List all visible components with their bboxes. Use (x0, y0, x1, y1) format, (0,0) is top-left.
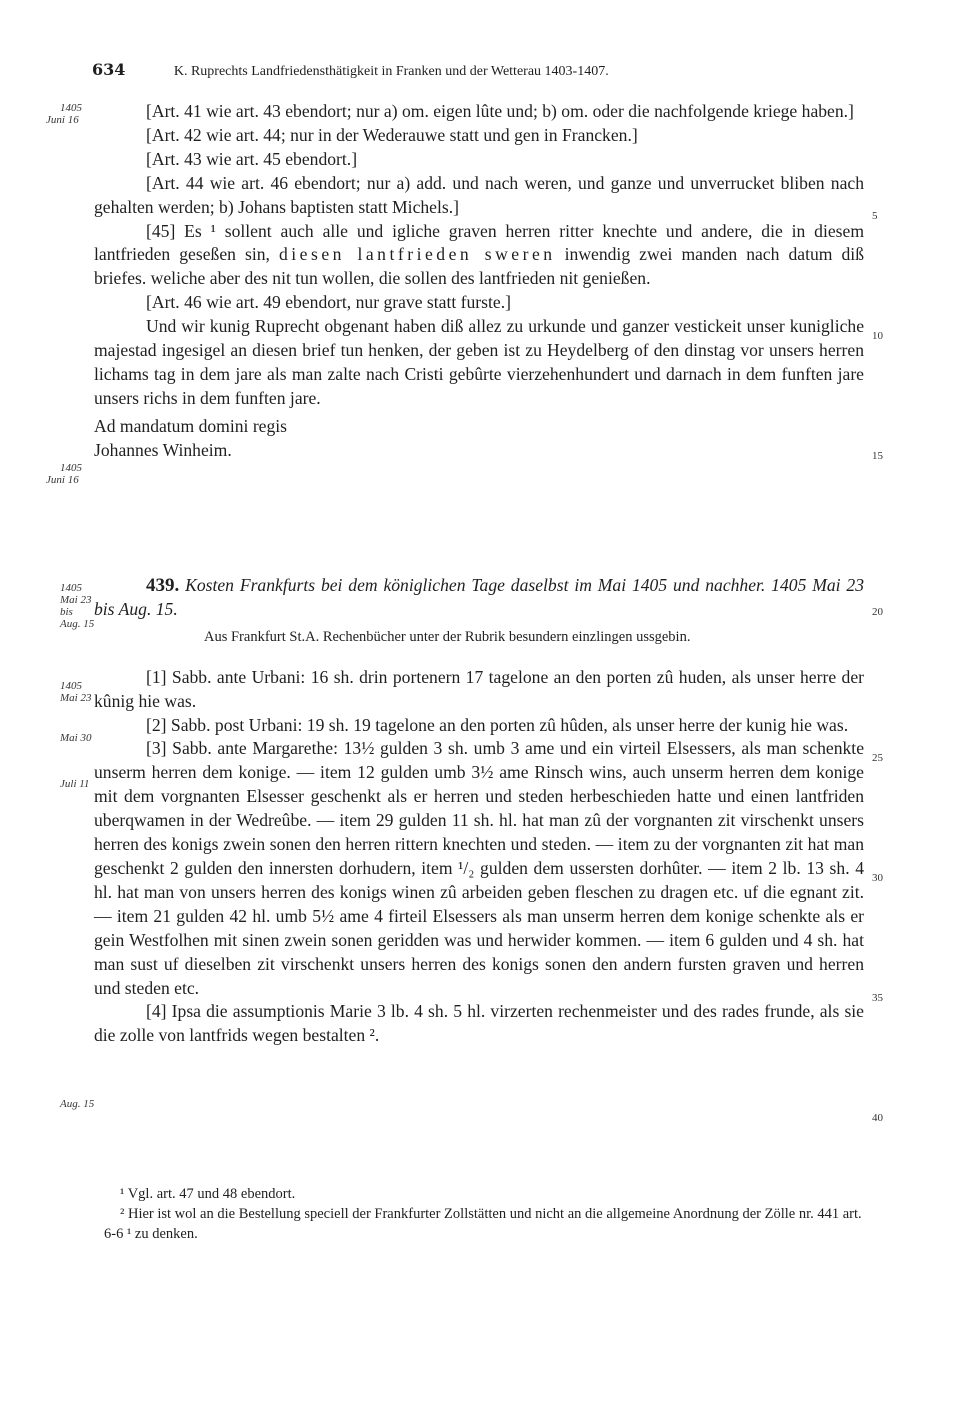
signature-line: Ad mandatum domini regis (94, 415, 288, 436)
line-number: 10 (872, 330, 883, 342)
margin-year: 1405 (60, 102, 82, 114)
margin-day: Aug. 15 (60, 618, 95, 630)
section-heading (94, 574, 864, 622)
page-number: 634 (92, 60, 126, 79)
line-number: 25 (872, 752, 883, 764)
line-number: 20 (872, 606, 883, 618)
section-title: Kosten Frankfurts bei dem königlichen Tage daselbst im Mai 1405 und nachher. 1405 Mai 23 bis Aug. 15. (94, 575, 864, 619)
line-number: 30 (872, 872, 883, 884)
margin-date-2 (46, 462, 82, 486)
margin-day: Mai 23 (60, 692, 92, 704)
signature-name: Johannes Winheim. (94, 439, 232, 460)
footnotes (104, 1184, 874, 1244)
article-paragraph: [Art. 42 wie art. 44; nur in der Wederauwe statt und gen in Francken.] (146, 124, 638, 145)
margin-year: 1405 (60, 462, 82, 474)
document-text-upper (94, 100, 864, 463)
margin-bis: bis (60, 606, 73, 618)
entry-paragraph: [2] Sabb. post Urbani: 19 sh. 19 tagelone an den porten zû hûden, als unser herre der kunig hie was. (146, 714, 849, 735)
margin-date-7: Aug. 15 (60, 1098, 95, 1110)
margin-date-6: Juli 11 (60, 778, 90, 790)
document-text-lower (94, 574, 864, 1048)
article-paragraph: [Art. 43 wie art. 45 ebendort.] (146, 148, 358, 169)
footnote: ¹ Vgl. art. 47 und 48 ebendort. (120, 1186, 296, 1202)
footnote: ² Hier ist wol an die Bestellung speciell der Frankfurter Zollstätten und nicht an die allgemeine Anordnung der Zölle nr. 441 art. 6-6 ¹ zu denken. (104, 1206, 862, 1242)
source-line: Aus Frankfurt St.A. Rechenbücher unter der Rubrik besundern einzlingen ussgebin. (204, 628, 691, 645)
article-paragraph: [Art. 46 wie art. 49 ebendort, nur grave statt furste.] (146, 292, 511, 313)
entry-paragraph: [1] Sabb. ante Urbani: 16 sh. drin portenern 17 tagelone an den porten zû huden, als unser herre der kûnig hie was. (94, 666, 864, 711)
section-number: 439. (146, 575, 180, 596)
text-run: inwendig zwei manden nach datum diß briefes. weliche aber des nit tun wollen, die sollen des lantfrieden nit genießen. (94, 244, 864, 289)
line-number: 15 (872, 450, 883, 462)
article-paragraph: [Art. 41 wie art. 43 ebendort; nur a) om. eigen lûte und; b) om. oder die nachfolgende kriege haben.] (146, 101, 854, 121)
margin-date-5: Mai 30 (60, 732, 92, 744)
line-number: 40 (872, 1112, 883, 1124)
closing-paragraph: Und wir kunig Ruprecht obgenant haben diß allez zu urkunde und ganzer vestickeit unser kunigliche majestad ingesigel an diesen brief tun henken, der geben ist zu Heydelberg of den dinstag vor unsers herren lichams tag in dem jare als man zalte nach Cristi gebûrte vierzehenhundert und darnach in dem funften jare unsers richs in dem funften jare. (94, 316, 864, 408)
spaced-text: diesen lantfrieden sweren (278, 244, 556, 265)
article-paragraph: [Art. 44 wie art. 46 ebendort; nur a) add. und nach weren, und ganze und unverrucket bliben nach gehalten werden; b) Johans baptisten statt Michels.] (94, 172, 864, 217)
margin-year: 1405 (60, 582, 82, 594)
line-number: 5 (872, 210, 878, 222)
entry-paragraph: [4] Ipsa die assumptionis Marie 3 lb. 4 sh. 5 hl. virzerten rechenmeister und des rades frunde, als sie die zolle von lantfrids wegen bestalten ². (94, 1001, 864, 1046)
margin-date-3 (60, 582, 94, 630)
article-paragraph (94, 220, 864, 292)
margin-day: Juni 16 (46, 114, 79, 126)
margin-date-4 (60, 680, 91, 704)
margin-day: Mai 23 (60, 594, 92, 606)
margin-date-1 (46, 102, 82, 126)
text-run: [45] Es ¹ sollent auch alle und igliche graven herren ritter knechte und andere, die in diesem lantfrieden geseßen sin, (94, 220, 864, 265)
line-number: 35 (872, 992, 883, 1004)
entry-paragraph: [3] Sabb. ante Margarethe: 13½ gulden 3 sh. umb 3 ame und ein virteil Elsessers, als man schenkte unserm herren dem konige. — item 12 gulden umb 3½ ame Rinsch wins, auch unserm herren dem konige mit dem vorgnanten Elsesser geschenkt als er herren und steden herbeschieden hatte und einen lantfriden uberqwamen in der Wedreûbe. — item 29 gulden 11 sh. hl. hat man zû der vorgnanten zit virschenkt unsers herren des konigs zwein sonen den herren rittern knechten und steden. — item zu der vorgnanten zit hat man geschenkt 2 gulden den innersten dorhudern, item ¹/₂ gulden dem ussersten dorhûter. — item 2 lb. 13 sh. 4 hl. hat man von unsers herren des konigs winen zû arbeiden geben fleschen zu dragen etc. uf die egnant zit. — item 21 gulden 42 hl. umb 5½ ame 4 firteil Elsessers als man unserm herren dem konige schenkte als er gein Westfolhen mit sinen zwein sonen geridden was und herwider kommen. — item 6 gulden und 4 sh. hat man sust uf dieselben zit virschenkt unsers herren des konigs sonen den andern fursten graven und herren und steden etc. (94, 738, 864, 998)
running-title: K. Ruprechts Landfriedensthätigkeit in Franken und der Wetterau 1403-1407. (173, 64, 609, 79)
page-header (92, 60, 872, 80)
margin-day: Juni 16 (46, 474, 79, 486)
margin-year: 1405 (60, 680, 82, 692)
